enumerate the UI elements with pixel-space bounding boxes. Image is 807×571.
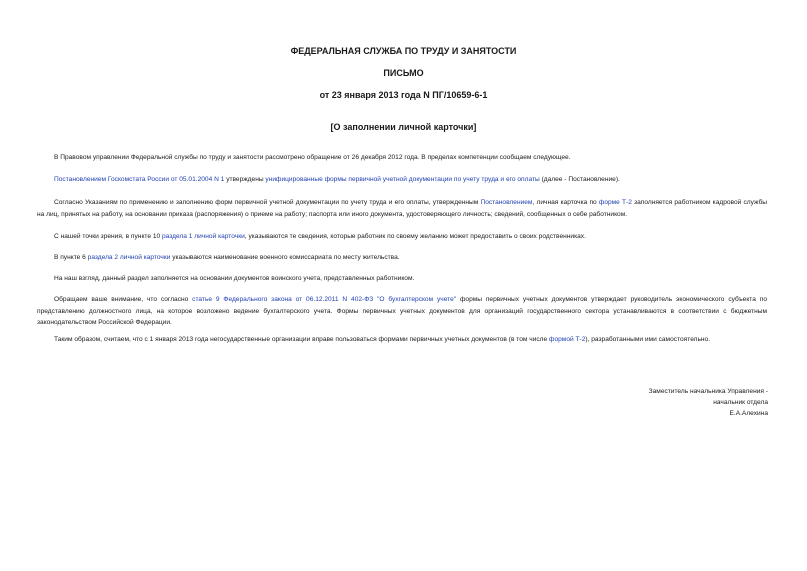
link-resolution[interactable]: Постановлением bbox=[480, 199, 533, 206]
paragraph-4 bbox=[37, 231, 767, 243]
document-type: ПИСЬМО bbox=[383, 68, 424, 78]
link-form-t2-2[interactable]: формой Т-2 bbox=[549, 336, 586, 343]
paragraph-4-text-1: С нашей точки зрения, в пункте 10 bbox=[54, 233, 163, 240]
document-subject: [О заполнении личной карточки] bbox=[330, 122, 477, 132]
signature-position: Заместитель начальника Управления - bbox=[648, 388, 768, 395]
paragraph-4-text-2: , указываются те сведения, которые работник по своему желанию может предоставить о своих родственниках. bbox=[244, 233, 586, 240]
paragraph-2-text-2: (далее - Постановление). bbox=[539, 176, 620, 183]
link-form-t2[interactable]: форме Т-2 bbox=[598, 199, 632, 206]
paragraph-8 bbox=[37, 334, 767, 346]
paragraph-1: В Правовом управлении Федеральной службы по труду и занятости рассмотрено обращение от 26 декабря 2012 года. В пределах компетенции сообщаем следующее. bbox=[54, 154, 571, 161]
link-section-1-card[interactable]: раздела 1 личной карточки bbox=[162, 233, 245, 240]
document-date-number: от 23 января 2013 года N ПГ/10659-6-1 bbox=[319, 90, 488, 100]
paragraph-8-text-2: ), разработанными ими самостоятельно. bbox=[585, 336, 711, 343]
paragraph-3-text-1: Согласно Указаниям по применению и заполнению форм первичной учетной документации по учету труда и его оплаты, утвержденным bbox=[54, 199, 481, 206]
paragraph-3-text-3: заполняется работником кадровой службы на лиц, принятых на работу, на основании приказа (распоряжения) о приеме на работу; паспорта или иного документа, удостоверяющего личность; сведений, сообщенных о себе работником. bbox=[37, 199, 768, 218]
link-federal-law-402[interactable]: статье 9 Федерального закона от 06.12.2011 N 402-ФЗ "О бухгалтерском учете" bbox=[192, 296, 457, 303]
paragraph-2 bbox=[37, 174, 767, 186]
paragraph-3 bbox=[37, 197, 767, 220]
link-goskomstat-resolution[interactable]: Постановлением Госкомстата России от 05.01.2004 N 1 bbox=[54, 176, 225, 183]
paragraph-7-text-2: формы первичных учетных документов утверждает руководитель экономического субъекта по представлению должностного лица, на которое возложено ведение бухгалтерского учета. Формы первичных учетных документов для организаций государственного сектора устанавливаются в соответствии с бюджетным законодательством Российской Федерации. bbox=[37, 296, 767, 326]
signature-department: начальник отдела bbox=[713, 399, 768, 406]
signature-name: Е.А.Алехина bbox=[729, 410, 768, 417]
paragraph-7-text-1: Обращаем ваше внимание, что согласно bbox=[54, 296, 193, 303]
agency-title: ФЕДЕРАЛЬНАЯ СЛУЖБА ПО ТРУДУ И ЗАНЯТОСТИ bbox=[290, 46, 517, 56]
paragraph-6: На наш взгляд, данный раздел заполняется на основании документов воинского учета, представленных работником. bbox=[54, 275, 415, 282]
paragraph-5 bbox=[37, 252, 767, 264]
paragraph-2-text-1: утверждены bbox=[224, 176, 266, 183]
link-section-2-card[interactable]: раздела 2 личной карточки bbox=[87, 254, 171, 261]
paragraph-8-text-1: Таким образом, считаем, что с 1 января 2013 года негосударственные организации вправе пользоваться формами первичных учетных документов (в том числе bbox=[54, 336, 550, 343]
link-unified-forms[interactable]: унифицированные формы первичной учетной документации по учету труда и его оплаты bbox=[265, 176, 540, 183]
paragraph-3-text-2: , личная карточка по bbox=[532, 199, 599, 206]
signature-block bbox=[508, 386, 768, 419]
paragraph-5-text-2: указываются наименование военного комиссариата по месту жительства. bbox=[170, 254, 400, 261]
paragraph-7 bbox=[37, 294, 767, 329]
paragraph-5-text-1: В пункте 6 bbox=[54, 254, 88, 261]
